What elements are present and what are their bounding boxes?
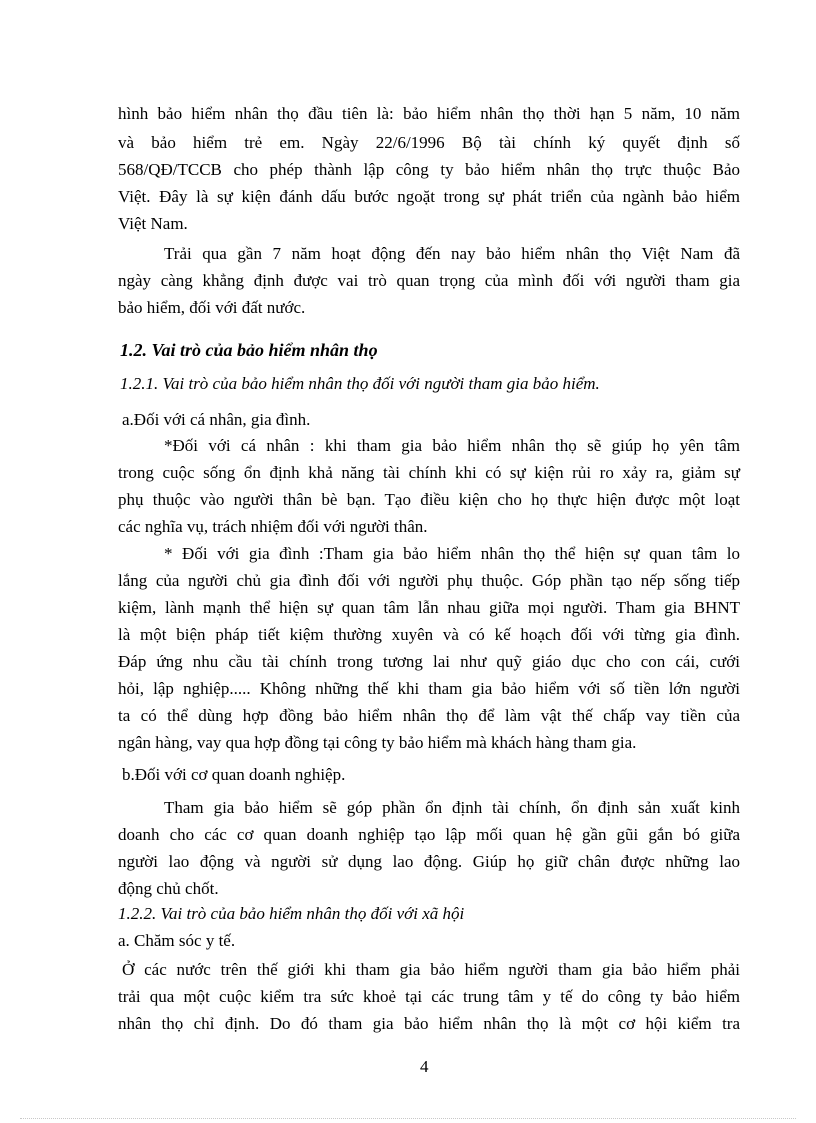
body-text-line: 568/QĐ/TCCB cho phép thành lập công ty bảo hiểm nhân thọ trực thuộc Bảo [118, 160, 740, 179]
body-text-line: * Đối với gia đình :Tham gia bảo hiểm nhân thọ thể hiện sự quan tâm lo [164, 544, 740, 563]
body-text-line: Tham gia bảo hiểm sẽ góp phần ổn định tài chính, ổn định sản xuất kinh [164, 798, 740, 817]
body-text-line: trong cuộc sống ổn định khả năng tài chính khi có sự kiện rủi ro xảy ra, giảm sự [118, 463, 740, 482]
body-text-line: Trải qua gần 7 năm hoạt động đến nay bảo hiểm nhân thọ Việt Nam đã [164, 244, 740, 263]
body-text-line: trải qua một cuộc kiểm tra sức khoẻ tại các trung tâm y tế do công ty bảo hiểm [118, 987, 740, 1006]
body-text-line: *Đối với cá nhân : khi tham gia bảo hiểm nhân thọ sẽ giúp họ yên tâm [164, 436, 740, 455]
body-text-line: người lao động và người sử dụng lao động. Giúp họ giữ chân được những lao [118, 852, 740, 871]
subsection-heading: 1.2.2. Vai trò của bảo hiểm nhân thọ đối với xã hội [118, 904, 465, 923]
section-heading: 1.2. Vai trò của bảo hiểm nhân thọ [120, 340, 378, 360]
page-number: 4 [420, 1057, 429, 1076]
body-text-line: Ở các nước trên thế giới khi tham gia bảo hiểm người tham gia bảo hiểm phải [122, 960, 740, 979]
body-text-line: nhân thọ chỉ định. Do đó tham gia bảo hiểm nhân thọ là một cơ hội kiểm tra [118, 1014, 740, 1033]
body-text-line: ngày càng khẳng định được vai trò quan trọng của mình đối với người tham gia [118, 271, 740, 290]
body-text-line: kiệm, lành mạnh thể hiện sự quan tâm lẫn nhau giữa mọi người. Tham gia BHNT [118, 598, 740, 617]
body-text-line: doanh cho các cơ quan doanh nghiệp tạo lập mối quan hệ gần gũi gắn bó giữa [118, 825, 740, 844]
body-text-line: Việt Nam. [118, 214, 188, 233]
body-text-line: hình bảo hiểm nhân thọ đầu tiên là: bảo hiểm nhân thọ thời hạn 5 năm, 10 năm [118, 104, 740, 123]
body-text-line: lắng của người chủ gia đình đối với người phụ thuộc. Góp phần tạo nếp sống tiếp [118, 571, 740, 590]
body-text-line: và bảo hiểm trẻ em. Ngày 22/6/1996 Bộ tài chính ký quyết định số [118, 133, 740, 152]
body-text-line: Việt. Đây là sự kiện đánh dấu bước ngoặt trong sự phát triển của ngành bảo hiểm [118, 187, 740, 206]
sub-heading: a. Chăm sóc y tế. [118, 931, 236, 950]
body-text-line: ngân hàng, vay qua hợp đồng tại công ty bảo hiểm mà khách hàng tham gia. [118, 733, 637, 752]
body-text-line: động chủ chốt. [118, 879, 219, 898]
sub-heading: b.Đối với cơ quan doanh nghiệp. [122, 765, 346, 784]
body-text-line: là một biện pháp tiết kiệm thường xuyên và có kế hoạch đối với từng gia đình. [118, 625, 740, 644]
body-text-line: ta có thể dùng hợp đồng bảo hiểm nhân thọ để làm vật thế chấp vay tiền của [118, 706, 740, 725]
body-text-line: các nghĩa vụ, trách nhiệm đối với người thân. [118, 517, 428, 536]
body-text-line: Đáp ứng nhu cầu tài chính trong tương lai như quỹ giáo dục cho con cái, cưới [118, 652, 740, 671]
page-bottom-border [20, 1118, 796, 1119]
sub-heading: a.Đối với cá nhân, gia đình. [122, 410, 311, 429]
body-text-line: phụ thuộc vào người thân bè bạn. Tạo điều kiện cho họ thực hiện được một loạt [118, 490, 740, 509]
body-text-line: hỏi, lập nghiệp..... Không những thế khi tham gia bảo hiểm với số tiền lớn người [118, 679, 740, 698]
subsection-heading: 1.2.1. Vai trò của bảo hiểm nhân thọ đối với người tham gia bảo hiểm. [120, 374, 600, 393]
body-text-line: bảo hiểm, đối với đất nước. [118, 298, 306, 317]
